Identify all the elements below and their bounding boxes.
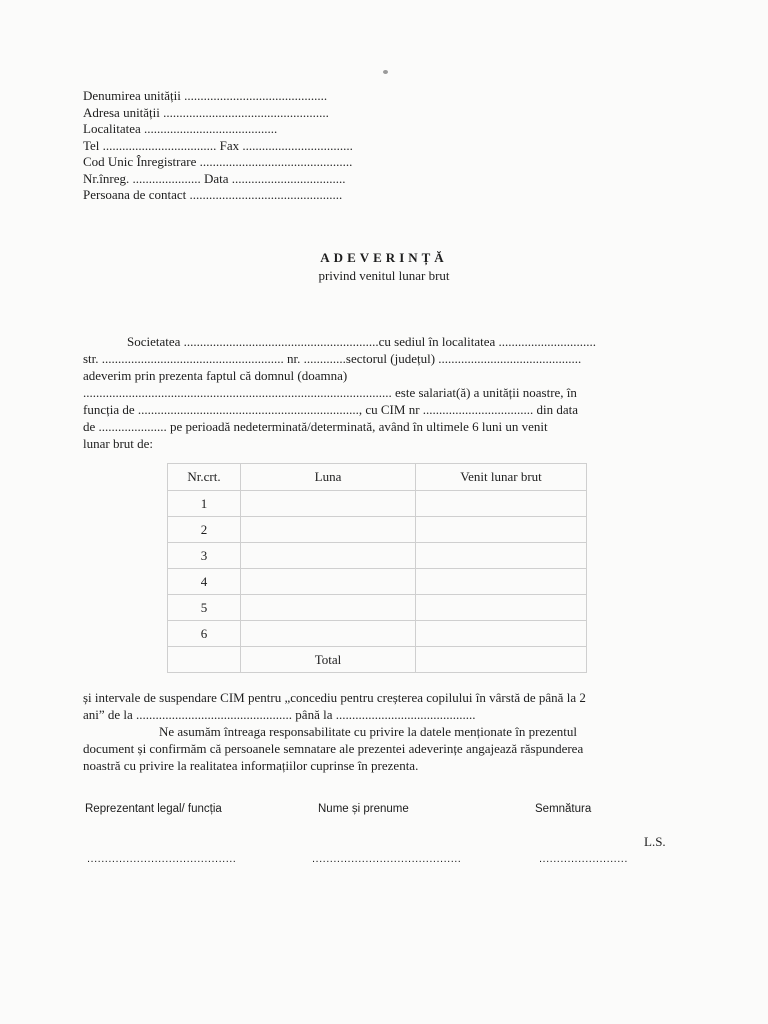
table-row — [168, 621, 587, 647]
responsibility-line: noastră cu privire la realitatea informațiilor cuprinse în prezenta. — [83, 758, 419, 773]
field-locality: Localitatea ......................................... — [83, 121, 278, 136]
table-row — [168, 517, 587, 543]
month-cell — [241, 621, 416, 647]
month-cell — [241, 595, 416, 621]
row-number: 2 — [168, 517, 241, 543]
responsibility-line: Ne asumăm întreaga responsabilitate cu privire la datele menționate în prezentul — [159, 724, 577, 739]
row-number: 4 — [168, 569, 241, 595]
body-line: ............................................................................................... este salariat(ă) a unității noastre, în — [83, 385, 577, 400]
label-signature: Semnătura — [535, 803, 592, 815]
header-gross-income: Venit lunar brut — [416, 464, 587, 491]
body-line: funcția de ...................................................................., cu CIM nr .................................. din data — [83, 402, 579, 417]
seal-placeholder: L.S. — [644, 834, 666, 849]
field-unit-address: Adresa unității ................................................... — [83, 104, 329, 120]
table-row — [168, 491, 587, 517]
income-cell — [416, 569, 587, 595]
row-number: 5 — [168, 595, 241, 621]
body-line: adeverim prin prezenta faptul că domnul (doamna) — [83, 368, 348, 383]
row-number: 6 — [168, 621, 241, 647]
table-header-row — [168, 464, 587, 491]
income-cell — [416, 543, 587, 569]
header-fields — [83, 88, 353, 204]
field-contact-person: Persoana de contact ............................................... — [83, 187, 343, 202]
body-line: str. ........................................................ nr. .............sectorul (județul) ............................................ — [83, 351, 582, 366]
table-row — [168, 569, 587, 595]
header-month: Luna — [241, 464, 416, 491]
signature-line: ......................... — [539, 853, 628, 865]
total-label: Total — [241, 647, 416, 673]
row-number: 1 — [168, 491, 241, 517]
suspension-line: și intervale de suspendare CIM pentru „concediu pentru creșterea copilului în vârstă de până la 2 — [83, 690, 586, 705]
legal-representative-line: .......................................... — [87, 853, 237, 865]
body-line: lunar brut de: — [83, 436, 154, 451]
suspension-paragraph — [83, 689, 668, 774]
month-cell — [241, 491, 416, 517]
month-cell — [241, 543, 416, 569]
label-legal-representative: Reprezentant legal/ funcția — [85, 803, 222, 815]
label-full-name: Nume și prenume — [318, 803, 409, 815]
document-title: ADEVERINȚĂ — [320, 250, 448, 265]
table-row — [168, 595, 587, 621]
full-name-line: .......................................... — [312, 853, 462, 865]
body-line: Societatea ............................................................cu sediul în localitatea .............................. — [127, 334, 597, 349]
field-reg-number-date: Nr.înreg. ..................... Data ................................... — [83, 170, 346, 186]
month-cell — [241, 517, 416, 543]
body-line: de ..................... pe perioadă nedeterminată/determinată, având în ultimele 6 luni un venit — [83, 419, 548, 434]
field-unit-name: Denumirea unității ............................................ — [83, 88, 328, 103]
income-cell — [416, 491, 587, 517]
header-nr-crt: Nr.crt. — [168, 464, 241, 491]
month-cell — [241, 569, 416, 595]
table-total-row — [168, 647, 587, 673]
document-subtitle: privind venitul lunar brut — [318, 268, 450, 283]
income-table — [167, 463, 587, 673]
responsibility-line: document și confirmăm că persoanele semnatare ale prezentei adeverințe angajează răspunderea — [83, 741, 584, 756]
certificate-body — [83, 333, 668, 452]
field-tel-fax: Tel ................................... Fax .................................. — [83, 137, 353, 153]
suspension-line: ani” de la ................................................ până la ........................................... — [83, 707, 476, 722]
table-row — [168, 543, 587, 569]
scan-speck — [383, 70, 388, 74]
field-cui: Cod Unic Înregistrare ............................................... — [83, 154, 353, 169]
total-income-cell — [416, 647, 587, 673]
income-cell — [416, 517, 587, 543]
total-empty-cell — [168, 647, 241, 673]
income-cell — [416, 595, 587, 621]
income-cell — [416, 621, 587, 647]
row-number: 3 — [168, 543, 241, 569]
